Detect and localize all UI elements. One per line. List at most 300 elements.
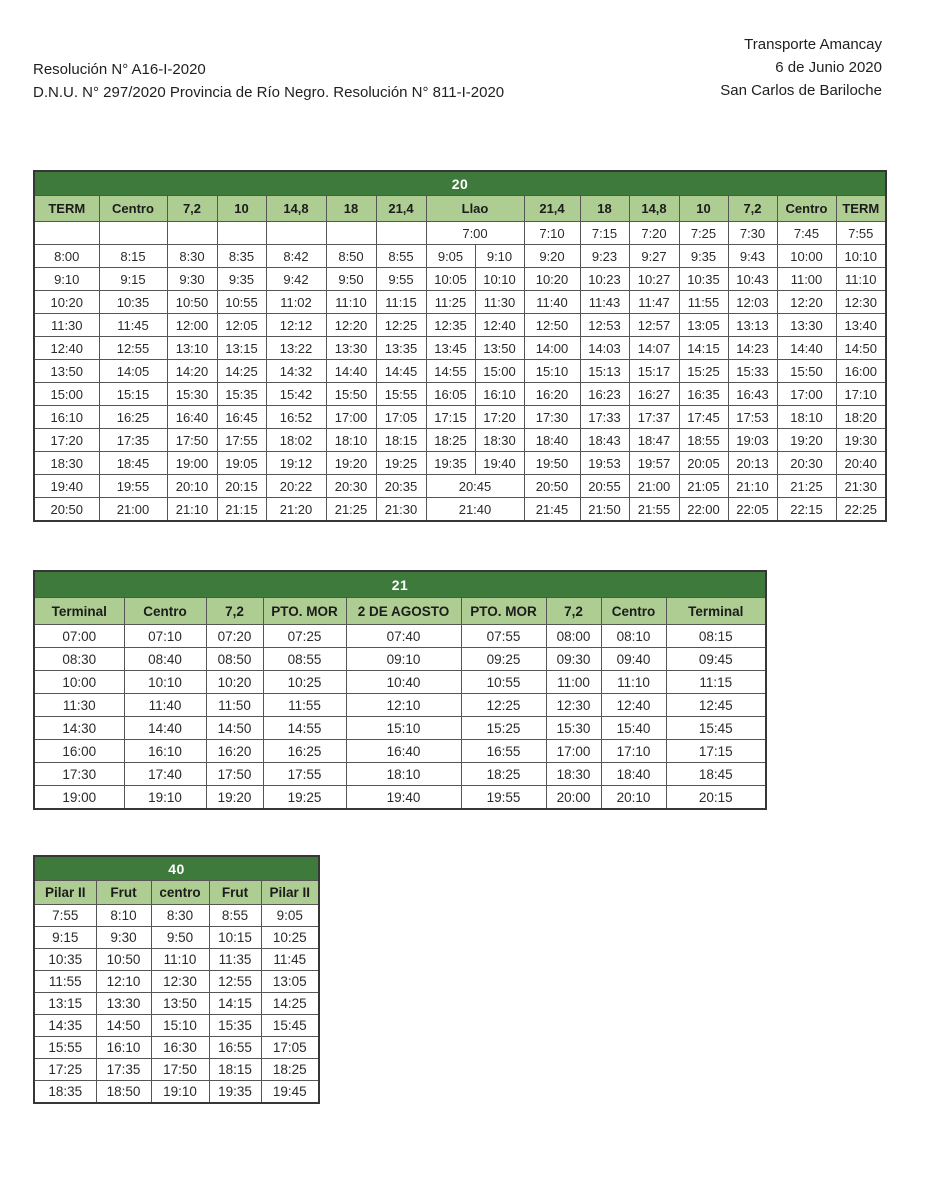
timetable-row [34, 763, 766, 786]
time-cell: 12:30 [546, 694, 601, 717]
column-header: Centro [99, 196, 167, 222]
time-cell: 21:55 [629, 498, 679, 522]
time-cell: 12:40 [475, 314, 524, 337]
table-title: 21 [34, 571, 766, 598]
time-cell: 11:50 [206, 694, 263, 717]
time-cell: 15:42 [266, 383, 326, 406]
table-title: 40 [34, 856, 319, 881]
time-cell: 13:30 [777, 314, 836, 337]
time-cell: 16:20 [206, 740, 263, 763]
time-cell: 10:43 [728, 268, 777, 291]
time-cell: 18:20 [836, 406, 886, 429]
time-cell: 16:05 [426, 383, 475, 406]
time-cell: 12:50 [524, 314, 580, 337]
time-cell [34, 222, 99, 245]
table-title-row [34, 571, 766, 598]
time-cell: 11:10 [151, 949, 209, 971]
time-cell: 11:55 [679, 291, 728, 314]
time-cell: 13:10 [167, 337, 217, 360]
time-cell: 11:45 [99, 314, 167, 337]
time-cell: 11:55 [263, 694, 346, 717]
time-cell: 7:25 [679, 222, 728, 245]
time-cell: 16:10 [34, 406, 99, 429]
timetable-row [34, 786, 766, 810]
timetable-row [34, 740, 766, 763]
time-cell [99, 222, 167, 245]
time-cell: 08:10 [601, 625, 666, 648]
time-cell [326, 222, 376, 245]
time-cell: 12:20 [326, 314, 376, 337]
time-cell: 10:20 [206, 671, 263, 694]
time-cell: 09:45 [666, 648, 766, 671]
time-cell: 14:03 [580, 337, 629, 360]
time-cell: 21:10 [728, 475, 777, 498]
time-cell: 16:10 [96, 1037, 151, 1059]
time-cell: 10:50 [96, 949, 151, 971]
column-header: 14,8 [629, 196, 679, 222]
column-header: 7,2 [728, 196, 777, 222]
time-cell: 17:05 [261, 1037, 319, 1059]
time-cell: 21:25 [777, 475, 836, 498]
time-cell: 08:15 [666, 625, 766, 648]
time-cell: 07:40 [346, 625, 461, 648]
time-cell: 7:45 [777, 222, 836, 245]
time-cell: 08:50 [206, 648, 263, 671]
time-cell: 11:47 [629, 291, 679, 314]
time-cell: 10:27 [629, 268, 679, 291]
time-cell: 7:15 [580, 222, 629, 245]
time-cell: 19:57 [629, 452, 679, 475]
time-cell: 22:05 [728, 498, 777, 522]
time-cell: 14:05 [99, 360, 167, 383]
time-cell: 18:25 [461, 763, 546, 786]
time-cell: 13:45 [426, 337, 475, 360]
time-cell: 19:35 [209, 1081, 261, 1104]
time-cell: 13:22 [266, 337, 326, 360]
time-cell: 19:05 [217, 452, 266, 475]
time-cell: 19:30 [836, 429, 886, 452]
time-cell: 11:40 [124, 694, 206, 717]
timetable-row [34, 694, 766, 717]
time-cell: 14:40 [777, 337, 836, 360]
time-cell: 11:30 [34, 694, 124, 717]
time-cell: 9:50 [326, 268, 376, 291]
time-cell: 13:05 [679, 314, 728, 337]
column-header: 7,2 [167, 196, 217, 222]
time-cell: 12:55 [209, 971, 261, 993]
timetable-row [34, 927, 319, 949]
timetable-20-container [33, 170, 887, 522]
time-cell: 19:10 [151, 1081, 209, 1104]
time-cell: 20:30 [326, 475, 376, 498]
time-cell: 16:45 [217, 406, 266, 429]
time-cell: 8:00 [34, 245, 99, 268]
column-header: 10 [217, 196, 266, 222]
time-cell: 13:30 [96, 993, 151, 1015]
time-cell: 10:55 [461, 671, 546, 694]
column-header: Terminal [666, 598, 766, 625]
timetable-row [34, 498, 886, 522]
time-cell: 9:35 [679, 245, 728, 268]
timetable-row [34, 268, 886, 291]
time-cell: 21:10 [167, 498, 217, 522]
time-cell: 14:20 [167, 360, 217, 383]
resolution-line-2: D.N.U. N° 297/2020 Provincia de Río Negro. Resolución N° 811-I-2020 [33, 84, 505, 101]
table-title-row [34, 856, 319, 881]
time-cell: 10:00 [777, 245, 836, 268]
time-cell: 21:30 [376, 498, 426, 522]
time-cell: 19:35 [426, 452, 475, 475]
column-header: 14,8 [266, 196, 326, 222]
timetable-row [34, 1081, 319, 1104]
time-cell: 14:32 [266, 360, 326, 383]
time-cell: 18:50 [96, 1081, 151, 1104]
time-cell: 10:40 [346, 671, 461, 694]
company-block [720, 33, 882, 102]
time-cell: 9:35 [217, 268, 266, 291]
time-cell: 12:40 [34, 337, 99, 360]
time-cell: 15:10 [346, 717, 461, 740]
time-cell: 10:35 [99, 291, 167, 314]
time-cell: 9:30 [96, 927, 151, 949]
time-cell: 15:30 [546, 717, 601, 740]
time-cell: 18:45 [99, 452, 167, 475]
time-cell: 18:47 [629, 429, 679, 452]
column-header: Centro [124, 598, 206, 625]
time-cell: 19:20 [326, 452, 376, 475]
time-cell: 12:45 [666, 694, 766, 717]
time-cell: 12:20 [777, 291, 836, 314]
time-cell: 9:05 [426, 245, 475, 268]
time-cell: 19:40 [34, 475, 99, 498]
time-cell: 9:50 [151, 927, 209, 949]
time-cell: 20:55 [580, 475, 629, 498]
time-cell: 20:10 [601, 786, 666, 810]
time-cell: 10:50 [167, 291, 217, 314]
time-cell: 9:55 [376, 268, 426, 291]
timetable-row [34, 1015, 319, 1037]
time-cell: 9:42 [266, 268, 326, 291]
resolution-line-1: Resolución N° A16-I-2020 [33, 61, 206, 78]
time-cell: 21:30 [836, 475, 886, 498]
time-cell: 14:55 [263, 717, 346, 740]
time-cell: 19:40 [346, 786, 461, 810]
column-header: Frut [209, 881, 261, 905]
time-cell: 18:15 [209, 1059, 261, 1081]
time-cell: 7:55 [34, 905, 96, 927]
time-cell: 15:40 [601, 717, 666, 740]
time-cell: 11:15 [376, 291, 426, 314]
time-cell: 11:00 [777, 268, 836, 291]
time-cell: 16:27 [629, 383, 679, 406]
time-cell: 13:15 [217, 337, 266, 360]
timetable-row [34, 383, 886, 406]
timetable-row [34, 360, 886, 383]
time-cell: 14:50 [836, 337, 886, 360]
time-cell: 17:50 [167, 429, 217, 452]
time-cell: 10:23 [580, 268, 629, 291]
time-cell: 17:55 [217, 429, 266, 452]
time-cell: 17:50 [206, 763, 263, 786]
time-cell: 15:25 [679, 360, 728, 383]
time-cell: 18:25 [426, 429, 475, 452]
time-cell: 17:10 [601, 740, 666, 763]
time-cell: 17:35 [96, 1059, 151, 1081]
time-cell: 19:00 [34, 786, 124, 810]
time-cell: 15:13 [580, 360, 629, 383]
time-cell: 19:10 [124, 786, 206, 810]
time-cell: 08:40 [124, 648, 206, 671]
timetable-row [34, 671, 766, 694]
time-cell: 22:15 [777, 498, 836, 522]
time-cell: 21:00 [99, 498, 167, 522]
time-cell: 07:20 [206, 625, 263, 648]
time-cell: 8:10 [96, 905, 151, 927]
time-cell: 19:40 [475, 452, 524, 475]
time-cell: 11:30 [475, 291, 524, 314]
timetable-row [34, 429, 886, 452]
time-cell: 13:15 [34, 993, 96, 1015]
time-cell: 15:33 [728, 360, 777, 383]
time-cell: 16:40 [167, 406, 217, 429]
time-cell: 16:20 [524, 383, 580, 406]
timetable-row [34, 949, 319, 971]
time-cell: 18:25 [261, 1059, 319, 1081]
column-header: Pilar II [261, 881, 319, 905]
column-header-row [34, 598, 766, 625]
time-cell: 10:35 [34, 949, 96, 971]
time-cell: 17:50 [151, 1059, 209, 1081]
time-cell: 20:10 [167, 475, 217, 498]
time-cell: 9:27 [629, 245, 679, 268]
time-cell: 11:35 [209, 949, 261, 971]
time-cell: 15:10 [151, 1015, 209, 1037]
time-cell: 17:53 [728, 406, 777, 429]
time-cell: 07:10 [124, 625, 206, 648]
time-cell: 14:25 [217, 360, 266, 383]
column-header: 2 DE AGOSTO [346, 598, 461, 625]
time-cell: 16:43 [728, 383, 777, 406]
time-cell: 19:55 [461, 786, 546, 810]
time-cell: 07:00 [34, 625, 124, 648]
time-cell: 15:55 [34, 1037, 96, 1059]
time-cell: 15:45 [261, 1015, 319, 1037]
timetable-40 [33, 855, 320, 1104]
company-name: Transporte Amancay [744, 36, 882, 53]
time-cell: 17:37 [629, 406, 679, 429]
column-header: PTO. MOR [461, 598, 546, 625]
time-cell: 17:20 [475, 406, 524, 429]
time-cell: 9:10 [475, 245, 524, 268]
time-cell: 20:35 [376, 475, 426, 498]
time-cell: 16:30 [151, 1037, 209, 1059]
time-cell: 21:05 [679, 475, 728, 498]
time-cell: 21:45 [524, 498, 580, 522]
time-cell: 19:00 [167, 452, 217, 475]
time-cell: 15:35 [217, 383, 266, 406]
time-cell: 14:30 [34, 717, 124, 740]
column-header: Llao [426, 196, 524, 222]
time-cell: 8:42 [266, 245, 326, 268]
time-cell: 20:45 [426, 475, 524, 498]
time-cell: 20:50 [34, 498, 99, 522]
time-cell: 11:10 [836, 268, 886, 291]
time-cell: 15:35 [209, 1015, 261, 1037]
time-cell: 09:30 [546, 648, 601, 671]
timetable-row [34, 971, 319, 993]
time-cell: 12:30 [151, 971, 209, 993]
time-cell: 18:10 [326, 429, 376, 452]
timetable-row [34, 314, 886, 337]
time-cell: 12:10 [346, 694, 461, 717]
column-header: 18 [326, 196, 376, 222]
time-cell: 16:23 [580, 383, 629, 406]
time-cell [266, 222, 326, 245]
time-cell: 14:40 [326, 360, 376, 383]
time-cell: 22:25 [836, 498, 886, 522]
time-cell: 17:15 [666, 740, 766, 763]
time-cell: 16:55 [461, 740, 546, 763]
column-header: 21,4 [376, 196, 426, 222]
time-cell: 18:30 [546, 763, 601, 786]
time-cell: 16:10 [475, 383, 524, 406]
time-cell: 10:25 [263, 671, 346, 694]
time-cell: 12:10 [96, 971, 151, 993]
time-cell: 13:30 [326, 337, 376, 360]
time-cell: 15:10 [524, 360, 580, 383]
time-cell: 13:50 [475, 337, 524, 360]
time-cell: 12:55 [99, 337, 167, 360]
time-cell: 8:15 [99, 245, 167, 268]
time-cell: 20:00 [546, 786, 601, 810]
table-title-row [34, 171, 886, 196]
time-cell: 21:15 [217, 498, 266, 522]
time-cell: 19:53 [580, 452, 629, 475]
time-cell: 19:55 [99, 475, 167, 498]
time-cell: 18:10 [346, 763, 461, 786]
time-cell: 12:53 [580, 314, 629, 337]
time-cell: 17:00 [326, 406, 376, 429]
time-cell: 18:40 [524, 429, 580, 452]
time-cell: 10:10 [836, 245, 886, 268]
time-cell: 16:25 [263, 740, 346, 763]
time-cell: 15:00 [475, 360, 524, 383]
table-title: 20 [34, 171, 886, 196]
timetable-40-container [33, 855, 320, 1104]
timetable-row [34, 993, 319, 1015]
time-cell: 09:10 [346, 648, 461, 671]
time-cell: 18:15 [376, 429, 426, 452]
time-cell: 18:45 [666, 763, 766, 786]
time-cell: 17:40 [124, 763, 206, 786]
time-cell: 18:02 [266, 429, 326, 452]
time-cell: 11:43 [580, 291, 629, 314]
time-cell: 12:35 [426, 314, 475, 337]
timetable-row [34, 406, 886, 429]
time-cell: 15:15 [99, 383, 167, 406]
time-cell: 16:40 [346, 740, 461, 763]
time-cell: 12:40 [601, 694, 666, 717]
time-cell: 08:00 [546, 625, 601, 648]
column-header: Centro [777, 196, 836, 222]
timetable-row [34, 222, 886, 245]
time-cell: 13:35 [376, 337, 426, 360]
time-cell: 19:50 [524, 452, 580, 475]
time-cell: 16:25 [99, 406, 167, 429]
time-cell: 9:15 [34, 927, 96, 949]
time-cell: 11:15 [666, 671, 766, 694]
time-cell: 20:15 [217, 475, 266, 498]
time-cell: 16:35 [679, 383, 728, 406]
timetable-row [34, 717, 766, 740]
time-cell: 10:10 [475, 268, 524, 291]
column-header: PTO. MOR [263, 598, 346, 625]
time-cell: 8:30 [167, 245, 217, 268]
time-cell: 21:25 [326, 498, 376, 522]
time-cell: 17:10 [836, 383, 886, 406]
time-cell [217, 222, 266, 245]
column-header: 18 [580, 196, 629, 222]
time-cell: 14:35 [34, 1015, 96, 1037]
time-cell: 17:25 [34, 1059, 96, 1081]
time-cell: 10:55 [217, 291, 266, 314]
time-cell: 21:00 [629, 475, 679, 498]
time-cell: 9:30 [167, 268, 217, 291]
time-cell: 10:15 [209, 927, 261, 949]
timetable-row [34, 625, 766, 648]
time-cell: 14:00 [524, 337, 580, 360]
time-cell: 10:10 [124, 671, 206, 694]
time-cell: 16:52 [266, 406, 326, 429]
time-cell: 19:45 [261, 1081, 319, 1104]
timetable-row [34, 1037, 319, 1059]
time-cell: 15:30 [167, 383, 217, 406]
time-cell: 10:20 [34, 291, 99, 314]
time-cell: 19:03 [728, 429, 777, 452]
time-cell: 7:20 [629, 222, 679, 245]
time-cell: 7:55 [836, 222, 886, 245]
time-cell: 8:55 [209, 905, 261, 927]
time-cell: 12:57 [629, 314, 679, 337]
time-cell: 8:30 [151, 905, 209, 927]
time-cell [167, 222, 217, 245]
time-cell: 14:50 [206, 717, 263, 740]
column-header: 10 [679, 196, 728, 222]
column-header: Terminal [34, 598, 124, 625]
timetable-row [34, 648, 766, 671]
time-cell: 10:35 [679, 268, 728, 291]
time-cell: 14:45 [376, 360, 426, 383]
time-cell: 11:00 [546, 671, 601, 694]
document-date: 6 de Junio 2020 [775, 59, 882, 76]
time-cell: 8:35 [217, 245, 266, 268]
time-cell: 19:20 [777, 429, 836, 452]
time-cell: 18:43 [580, 429, 629, 452]
time-cell: 17:00 [546, 740, 601, 763]
time-cell: 18:30 [34, 452, 99, 475]
timetable-row [34, 452, 886, 475]
time-cell: 13:13 [728, 314, 777, 337]
column-header: 21,4 [524, 196, 580, 222]
time-cell: 15:00 [34, 383, 99, 406]
time-cell: 14:40 [124, 717, 206, 740]
time-cell: 17:30 [524, 406, 580, 429]
time-cell: 10:05 [426, 268, 475, 291]
timetable-row [34, 475, 886, 498]
time-cell: 11:40 [524, 291, 580, 314]
time-cell: 18:30 [475, 429, 524, 452]
time-cell: 17:35 [99, 429, 167, 452]
